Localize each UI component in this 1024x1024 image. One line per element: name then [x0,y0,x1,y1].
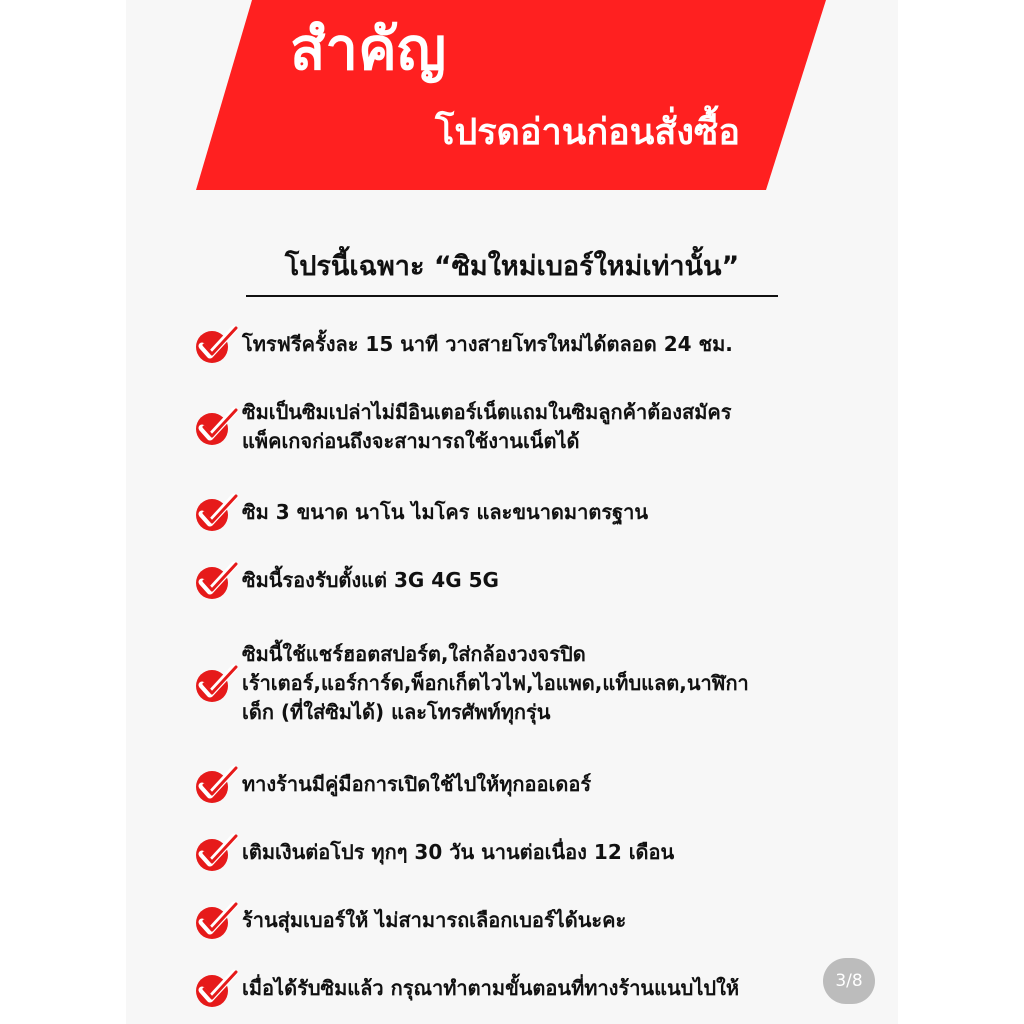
check-icon [194,493,238,533]
check-icon [194,765,238,805]
condition-line: เร้าเตอร์,แอร์การ์ด,พ็อกเก็ตไวไฟ,ไอแพด,แท็บแลต,นาฬิกา [242,671,749,695]
condition-line: ร้านสุ่มเบอร์ให้ ไม่สามารถเลือกเบอร์ได้นะคะ [242,908,627,932]
condition-text [242,566,834,595]
condition-item [194,566,834,595]
condition-item [194,770,834,799]
condition-item [194,906,834,935]
check-icon [194,407,238,447]
check-icon [194,901,238,941]
condition-text [242,398,834,456]
check-icon [194,833,238,873]
condition-text [242,640,834,727]
condition-line: ทางร้านมีคู่มือการเปิดใช้ไปให้ทุกออเดอร์ [242,772,592,796]
check-icon [194,664,238,704]
condition-text [242,498,834,527]
check-icon [194,325,238,365]
banner-subtitle: โปรดอ่านก่อนสั่งซื้อ [435,112,740,153]
condition-line: ซิมนี้รองรับตั้งแต่ 3G 4G 5G [242,568,499,592]
condition-line: โทรฟรีครั้งละ 15 นาที วางสายโทรใหม่ได้ตลอด 24 ชม. [242,332,733,356]
condition-item [194,398,834,456]
condition-item [194,498,834,527]
banner-shape [0,0,1024,192]
promo-headline: โปรนี้เฉพาะ “ซิมใหม่เบอร์ใหม่เท่านั้น” [246,244,778,297]
condition-line: แพ็คเกจก่อนถึงจะสามารถใช้งานเน็ตได้ [242,429,580,453]
condition-item [194,974,834,1003]
check-icon [194,969,238,1009]
condition-line: ซิม 3 ขนาด นาโน ไมโคร และขนาดมาตรฐาน [242,500,649,524]
condition-line: เมื่อได้รับซิมแล้ว กรุณาทำตามขั้นตอนที่ทางร้านแนบไปให้ [242,976,740,1000]
important-banner [0,0,1024,192]
condition-line: ซิมนี้ใช้แชร์ฮอตสปอร์ต,ใส่กล้องวงจรปิด [242,642,586,666]
condition-text [242,906,834,935]
condition-item [194,640,834,727]
condition-text [242,770,834,799]
condition-item [194,330,834,359]
condition-line: ซิมเป็นซิมเปล่าไม่มีอินเตอร์เน็ตแถมในซิมลูกค้าต้องสมัคร [242,400,732,424]
banner-title: สำคัญ [290,15,447,83]
condition-text [242,838,834,867]
condition-text [242,330,834,359]
page-indicator: 3/8 [823,958,875,1004]
condition-line: เติมเงินต่อโปร ทุกๆ 30 วัน นานต่อเนื่อง 12 เดือน [242,840,675,864]
condition-line: เด็ก (ที่ใส่ซิมได้) และโทรศัพท์ทุกรุ่น [242,700,551,724]
check-icon [194,561,238,601]
condition-text [242,974,834,1003]
condition-item [194,838,834,867]
